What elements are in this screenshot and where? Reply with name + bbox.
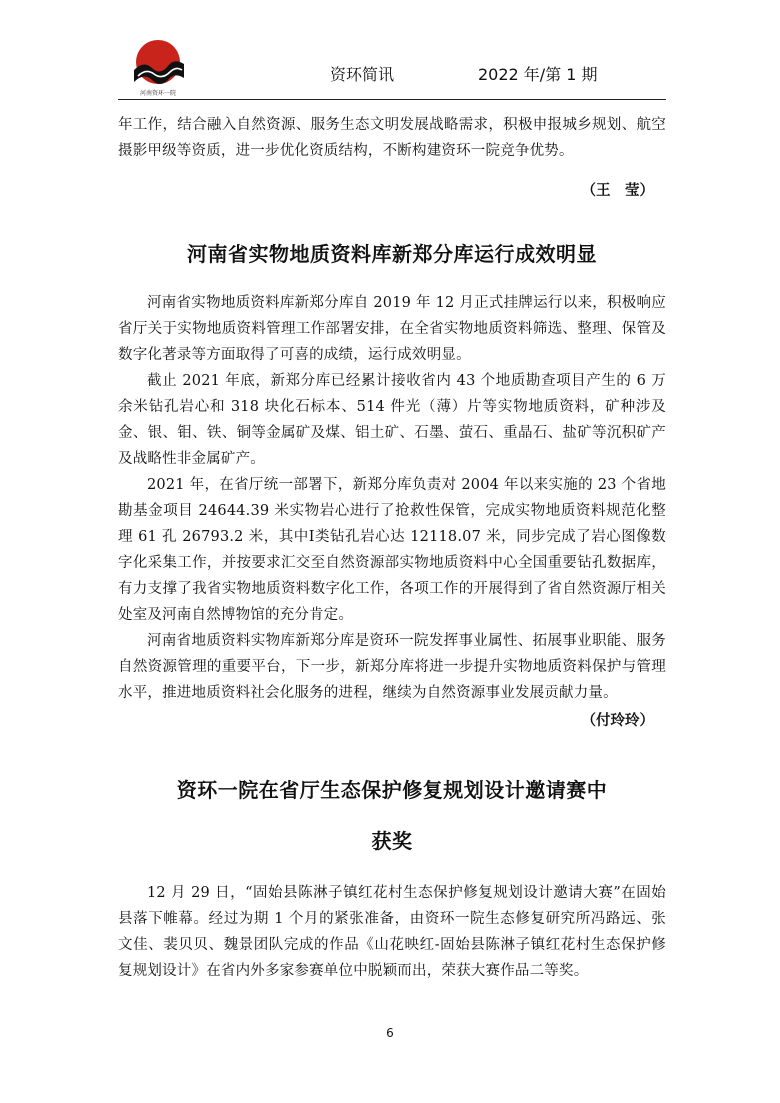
article1-paragraph: 2021 年，在省厅统一部署下，新郑分库负责对 2004 年以来实施的 23 个省地勘基金项目 24644.39 米实物岩心进行了抢救性保管，完成实物地质资料规范化整理 61 孔 26793.2 米，其中Ⅰ类钻孔岩心达 12118.07 米，同步完成了岩心图像数字化采集工作，并按要求汇交至自然资源部实物地质资料中心全国重要钻孔数据库，有力支撑了我省实物地质资料数字化工作，各项工作的开展得到了省自然资源厅相关处室及河南自然博物馆的充分肯定。 — [118, 477, 666, 623]
article2-body — [118, 880, 666, 984]
article2-paragraph: 12 月 29 日，“固始县陈淋子镇红花村生态保护修复规划设计邀请大赛”在固始县落下帷幕。经过为期 1 个月的紧张准备，由资环一院生态修复研究所冯路远、张文佳、裴贝贝、魏景团队完成的作品《山花映红-固始县陈淋子镇红花村生态保护修复规划设计》在省内外多家参赛单位中脱颖而出，荣获大赛作品二等奖。 — [118, 885, 666, 979]
page-content — [118, 112, 666, 984]
logo-caption: 河南资环一院 — [139, 90, 176, 97]
header-divider — [118, 99, 666, 100]
page-header — [118, 38, 666, 100]
article1-paragraph: 截止 2021 年底，新郑分库已经累计接收省内 43 个地质勘查项目产生的 6 万余米钻孔岩心和 318 块化石标本、514 件光（薄）片等实物地质资料，矿种涉及金、银、钼、铁、铜等金属矿及煤、铝土矿、石墨、萤石、重晶石、盐矿等沉积矿产及战略性非金属矿产。 — [118, 373, 666, 467]
intro-author: （王 莹） — [581, 182, 654, 199]
article1-body — [118, 290, 666, 706]
journal-name: 资环简讯 — [330, 65, 395, 84]
logo-emblem-icon — [130, 38, 186, 90]
article2-title-line2: 获奖 — [371, 829, 413, 853]
article1-paragraph: 河南省实物地质资料库新郑分库自 2019 年 12 月正式挂牌运行以来，积极响应省厅关于实物地质资料管理工作部署安排，在全省实物地质资料筛选、整理、保管及数字化著录等方面取得了可喜的成绩，运行成效明显。 — [118, 295, 666, 363]
intro-paragraph: 年工作，结合融入自然资源、服务生态文明发展战略需求，积极申报城乡规划、航空摄影甲级等资质，进一步优化资质结构，不断构建资环一院竞争优势。 — [118, 117, 666, 159]
article1-paragraph: 河南省地质资料实物库新郑分库是资环一院发挥事业属性、拓展事业职能、服务自然资源管理的重要平台，下一步，新郑分库将进一步提升实物地质资料保护与管理水平，推进地质资料社会化服务的进程，继续为自然资源事业发展贡献力量。 — [118, 633, 666, 701]
issue-number: 2022 年/第 1 期 — [478, 65, 598, 84]
article2-title-line1: 资环一院在省厅生态保护修复规划设计邀请赛中 — [176, 778, 608, 802]
article1-author: （付玲玲） — [581, 712, 654, 729]
article1-title: 河南省实物地质资料库新郑分库运行成效明显 — [187, 242, 597, 266]
page-number: 6 — [386, 1026, 394, 1040]
